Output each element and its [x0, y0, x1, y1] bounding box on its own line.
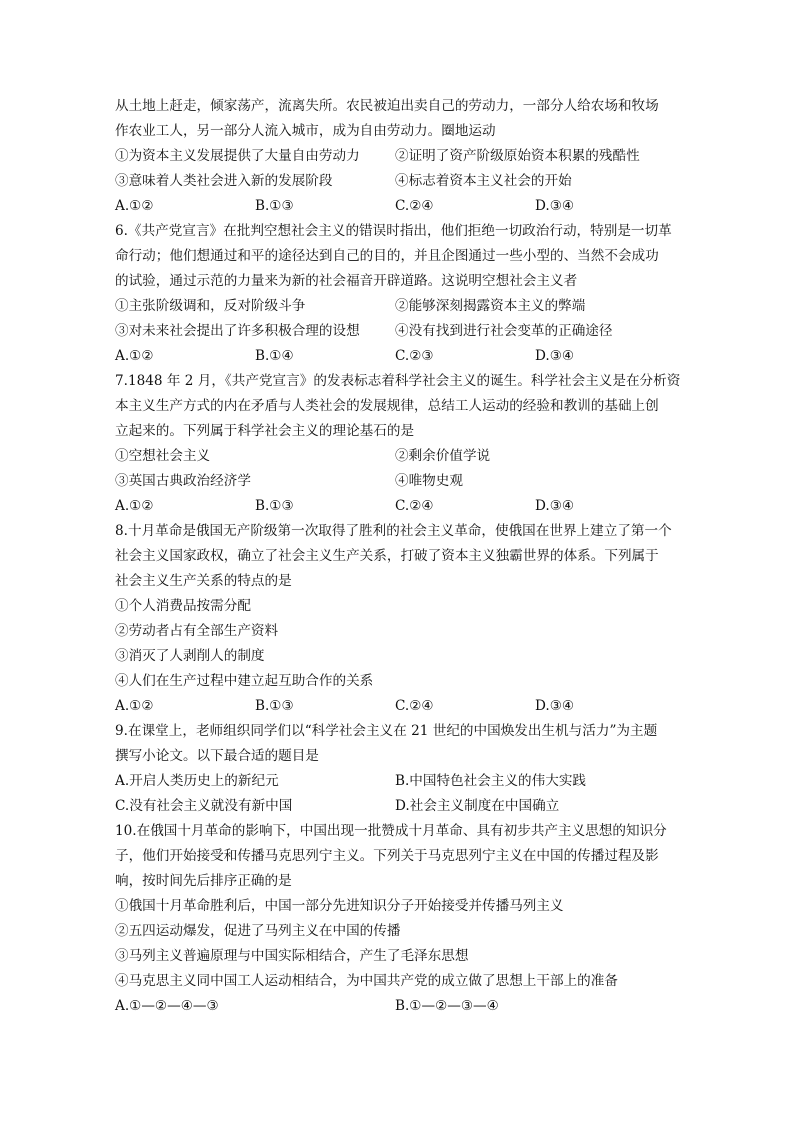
question-text-line: 子，他们开始接受和传播马克思列宁主义。下列关于马克思列宁主义在中国的传播过程及影 [115, 848, 659, 864]
statement-item: ④没有找到进行社会变革的正确途径 [395, 323, 613, 339]
question-text-line: 的试验，通过示范的力量来为新的社会福音开辟道路。这说明空想社会主义者 [115, 273, 578, 289]
option-d: D.③④ [535, 348, 575, 364]
question-8-stem: 8.十月革命是俄国无产阶级第一次取得了胜利的社会主义革命，使俄国在世界上建立了第一个 [115, 523, 672, 539]
question-9-stem: 9.在课堂上，老师组织同学们以“科学社会主义在 21 世纪的中国焕发出生机与活力”为主题 [115, 723, 658, 739]
statement-item: ③英国古典政治经济学 [115, 473, 251, 489]
statement-item: ①主张阶级调和，反对阶级斗争 [115, 298, 306, 314]
question-text-line: 社会主义生产关系的特点的是 [115, 573, 292, 589]
question-text-line: 撰写小论文。以下最合适的题目是 [115, 748, 319, 764]
answer-options [115, 794, 685, 819]
question-10-stem: 10.在俄国十月革命的影响下，中国出现一批赞成十月革命、具有初步共产主义思想的知识分 [115, 823, 667, 839]
option-b: B.①③ [255, 498, 294, 514]
option-b: B.①③ [255, 698, 294, 714]
statement-item: ①空想社会主义 [115, 448, 211, 464]
statement-item: ②劳动者占有全部生产资料 [115, 623, 279, 639]
question-7-stem: 7.1848 年 2 月，《共产党宣言》的发表标志着科学社会主义的诞生。科学社会主义是在分析资 [115, 373, 681, 389]
statement-row [115, 169, 685, 194]
statement-item: ②剩余价值学说 [395, 448, 491, 464]
statement-item: ①个人消费品按需分配 [115, 598, 251, 614]
question-text-line: 从土地上赶走，倾家荡产，流离失所。农民被迫出卖自己的劳动力，一部分人给农场和牧场 [115, 98, 659, 114]
question-text-line: 命行动；他们想通过和平的途径达到自己的目的，并且企图通过一些小型的、当然不会成功 [115, 248, 659, 264]
statement-item: ①为资本主义发展提供了大量自由劳动力 [115, 148, 360, 164]
option-b: B.①—②—③—④ [395, 998, 499, 1014]
option-b: B.中国特色社会主义的伟大实践 [395, 773, 587, 789]
question-6-stem: 6.《共产党宣言》在批判空想社会主义的错误时指出，他们拒绝一切政治行动，特别是一切革 [115, 223, 672, 239]
option-b: B.①③ [255, 198, 294, 214]
question-text-line: 本主义生产方式的内在矛盾与人类社会的发展规律，总结工人运动的经验和教训的基础上创 [115, 398, 659, 414]
answer-options [115, 194, 685, 219]
statement-row [115, 294, 685, 319]
option-c: C.②④ [395, 698, 434, 714]
option-c: C.没有社会主义就没有新中国 [115, 798, 293, 814]
option-a: A.①② [115, 348, 154, 364]
option-b: B.①④ [255, 348, 294, 364]
answer-options [115, 994, 685, 1019]
option-a: A.①② [115, 698, 154, 714]
statement-item: ④马克思主义同中国工人运动相结合，为中国共产党的成立做了思想上干部上的准备 [115, 973, 618, 989]
page-content [115, 94, 685, 1019]
answer-options [115, 769, 685, 794]
option-a: A.开启人类历史上的新纪元 [115, 773, 279, 789]
statement-item: ③消灭了人剥削人的制度 [115, 648, 265, 664]
option-d: D.③④ [535, 198, 575, 214]
statement-item: ②证明了资产阶级原始资本积累的残酷性 [395, 148, 640, 164]
statement-row [115, 144, 685, 169]
statement-item: ①俄国十月革命胜利后，中国一部分先进知识分子开始接受并传播马列主义 [115, 898, 564, 914]
option-c: C.②④ [395, 198, 434, 214]
question-text-line: 社会主义国家政权，确立了社会主义生产关系，打破了资本主义独霸世界的体系。下列属于 [115, 548, 659, 564]
statement-item: ④标志着资本主义社会的开始 [395, 173, 572, 189]
option-d: D.③④ [535, 698, 575, 714]
statement-item: ②五四运动爆发，促进了马列主义在中国的传播 [115, 923, 401, 939]
option-a: A.①② [115, 498, 154, 514]
statement-item: ④唯物史观 [395, 473, 463, 489]
statement-item: ③对未来社会提出了许多积极合理的设想 [115, 323, 360, 339]
statement-item: ③马列主义普遍原理与中国实际相结合，产生了毛泽东思想 [115, 948, 469, 964]
statement-item: ②能够深刻揭露资本主义的弊端 [395, 298, 586, 314]
option-a: A.①—②—④—③ [115, 998, 219, 1014]
statement-row [115, 469, 685, 494]
option-a: A.①② [115, 198, 154, 214]
question-text-line: 作农业工人，另一部分人流入城市，成为自由劳动力。圈地运动 [115, 123, 496, 139]
statement-item: ④人们在生产过程中建立起互助合作的关系 [115, 673, 374, 689]
option-d: D.社会主义制度在中国确立 [395, 798, 560, 814]
option-d: D.③④ [535, 498, 575, 514]
statement-row [115, 444, 685, 469]
option-c: C.②③ [395, 348, 434, 364]
question-text-line: 响，按时间先后排序正确的是 [115, 873, 292, 889]
answer-options [115, 344, 685, 369]
option-c: C.②④ [395, 498, 434, 514]
statement-row [115, 319, 685, 344]
answer-options [115, 694, 685, 719]
statement-item: ③意味着人类社会进入新的发展阶段 [115, 173, 333, 189]
question-text-line: 立起来的。下列属于科学社会主义的理论基石的是 [115, 423, 415, 439]
answer-options [115, 494, 685, 519]
